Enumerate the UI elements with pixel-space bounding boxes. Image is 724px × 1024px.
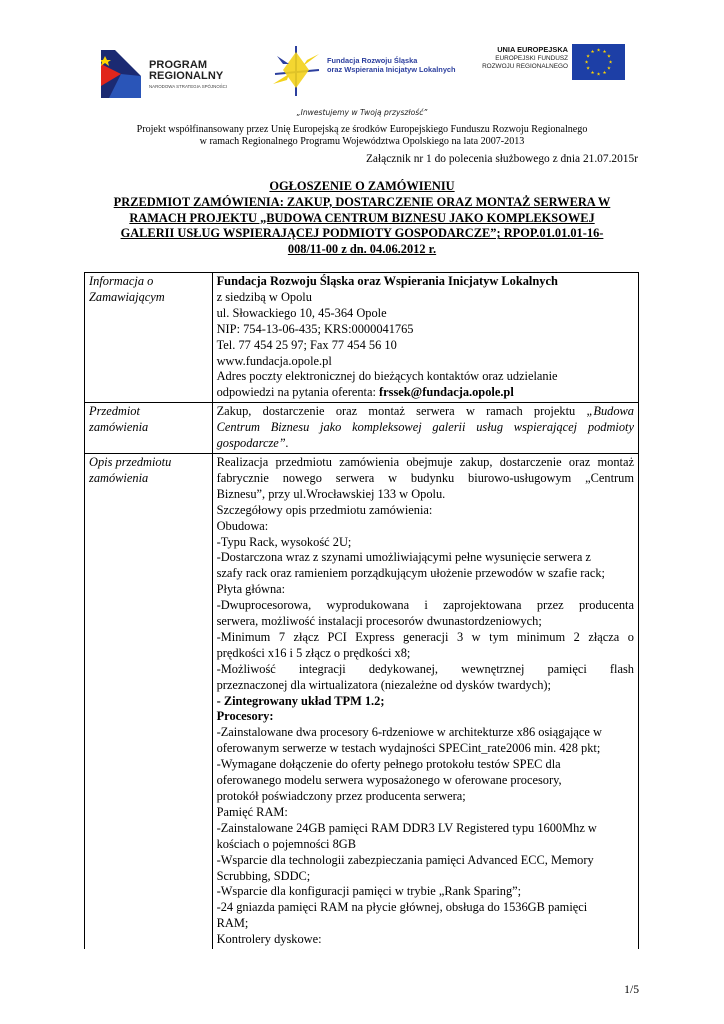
annex-note: Załącznik nr 1 do polecenia służbowego z dnia 21.07.2015r xyxy=(365,153,638,165)
notice-subject-line: PRZEDMIOT ZAMÓWIENIA: ZAKUP, DOSTARCZENIE ORAZ MONTAŻ SERWERA W xyxy=(113,194,611,209)
description-line: szafy rack oraz ramieniem porządkującym ułożenie przewodów w szafie rack; xyxy=(216,566,606,581)
description-line: Scrubbing, SDDC; xyxy=(216,868,311,883)
description-line: RAM; xyxy=(216,916,249,931)
row-label-line: Zamawiającym xyxy=(89,289,165,304)
svg-text:★: ★ xyxy=(606,66,611,72)
description-line: Pamięć RAM: xyxy=(216,804,288,819)
cofinancing-line: w ramach Regionalnego Programu Województwa Opolskiego na lata 2007-2013 xyxy=(199,136,525,147)
description-line: -Dostarczona wraz z szynami umożliwiającymi pełne wysunięcie serwera z xyxy=(216,550,591,565)
description-line: -Możliwość integracji dedykowanej, wewnętrznej pamięci flash xyxy=(216,661,634,676)
description-line: kościach o pojemności 8GB xyxy=(216,836,356,851)
description-line: -Typu Rack, wysokość 2U; xyxy=(216,534,352,549)
notice-heading xyxy=(86,179,638,258)
subject-prefix: Zakup, dostarczenie oraz montaż serwera w ramach projektu xyxy=(216,404,587,419)
row-label-line: zamówienia xyxy=(89,470,149,485)
svg-text:★: ★ xyxy=(584,60,589,66)
row-label-line: Informacja o xyxy=(89,274,154,288)
description-line: -Wsparcie dla technologii zabezpieczania pamięci Advanced ECC, Memory xyxy=(216,852,594,867)
logo-line: Fundacja Rozwoju Śląska xyxy=(327,56,418,65)
description-line: prędkości x16 i 5 złącz o prędkości x8; xyxy=(216,645,411,660)
logo-line: oraz Wspierania Inicjatyw Lokalnych xyxy=(327,65,456,74)
description-line: Obudowa: xyxy=(216,518,269,533)
row-value xyxy=(212,273,638,403)
description-line: -Zainstalowane 24GB pamięci RAM DDR3 LV Registered typu 1600Mhz w xyxy=(216,820,597,835)
program-regionalny-emblem-icon xyxy=(101,46,147,98)
description-line: Szczegółowy opis przedmiotu zamówienia: xyxy=(216,502,433,517)
order-info-table xyxy=(84,272,639,949)
orderer-line: z siedzibą w Opolu xyxy=(216,289,312,304)
logo-line: EUROPEJSKI FUNDUSZ xyxy=(495,54,568,62)
subject-line xyxy=(217,404,634,420)
logo-line: ROZWOJU REGIONALNEGO xyxy=(482,63,568,71)
row-value xyxy=(212,403,638,454)
orderer-address: ul. Słowackiego 10, 45-364 Opole xyxy=(216,305,387,320)
row-label-line: Opis przedmiotu xyxy=(89,454,172,469)
fundacja-emblem-icon xyxy=(269,44,323,98)
svg-text:★: ★ xyxy=(586,54,591,60)
logo-line: REGIONALNY xyxy=(149,70,224,82)
description-line: -Minimum 7 złącz PCI Express generacji 3 w tym minimum 2 złącza o xyxy=(216,629,634,644)
eu-logo xyxy=(479,44,625,80)
row-label xyxy=(85,273,213,403)
svg-text:★: ★ xyxy=(606,54,611,60)
description-line: -Zainstalowane dwa procesory 6-rdzeniowe w architekturze x86 osiągające w xyxy=(216,725,602,740)
description-line: - Zintegrowany układ TPM 1.2; xyxy=(216,693,385,708)
description-line: Biznesu”, przy ul.Wrocławskiej 133 w Opolu. xyxy=(216,486,446,501)
cofinancing-note xyxy=(0,124,724,148)
logo-line: NARODOWA STRATEGIA SPÓJNOŚCI xyxy=(149,84,228,89)
notice-title: OGŁOSZENIE O ZAMÓWIENIU xyxy=(269,179,455,193)
description-line: fabrycznie nowego serwera w budynku biurowo-usługowym „Centrum xyxy=(216,470,634,485)
table-row xyxy=(85,273,639,403)
description-cell xyxy=(212,453,638,949)
orderer-tax-ids: NIP: 754-13-06-435; KRS:0000041765 xyxy=(216,321,414,336)
contact-prefix: odpowiedzi na pytania oferenta: xyxy=(216,385,380,400)
description-line: Realizacja przedmiotu zamówienia obejmuje zakup, dostarczenie oraz montaż xyxy=(216,454,634,469)
description-line: -Wsparcie dla konfiguracji pamięci w trybie „Rank Sparing”; xyxy=(216,884,522,899)
page-number: 1/5 xyxy=(624,983,639,996)
description-line: -24 gniazda pamięci RAM na płycie głównej, obsługa do 1536GB pamięci xyxy=(216,900,588,915)
logo-line: PROGRAM xyxy=(149,59,208,71)
notice-subject-line: GALERII USŁUG WSPIERAJĄCEJ PODMIOTY GOSPODARCZE”; RPOP.01.01.01-16- xyxy=(120,226,604,241)
program-regionalny-logo xyxy=(101,46,241,102)
contact-line xyxy=(217,385,634,401)
motto: „Inwestujemy w Twoją przyszłość” xyxy=(296,108,428,117)
subject-line xyxy=(217,420,634,436)
orderer-website: www.fundacja.opole.pl xyxy=(216,353,332,368)
description-line: oferowanym serwerze w testach wydajności SPECint_rate2006 min. 428 pkt; xyxy=(216,741,601,756)
row-label-line: Przedmiot xyxy=(89,404,140,419)
fundacja-logo xyxy=(269,44,469,100)
description-line: protokół poświadczony przez producenta serwera; xyxy=(216,789,466,803)
table-row xyxy=(85,453,639,949)
contact-line: Adres poczty elektronicznej do bieżących kontaktów oraz udzielanie xyxy=(216,369,558,384)
notice-subject-line: 008/11-00 z dn. 04.06.2012 r. xyxy=(287,242,437,257)
svg-text:★: ★ xyxy=(602,71,607,76)
project-name: gospodarcze”. xyxy=(216,436,289,451)
description-line: oferowanego modelu serwera wyposażonego w oferowane procesory, xyxy=(216,773,562,788)
svg-text:★: ★ xyxy=(590,50,595,56)
project-name: „Budowa xyxy=(586,404,634,419)
table-row xyxy=(85,403,639,454)
svg-text:★: ★ xyxy=(586,66,591,72)
description-line: serwera, możliwość instalacji procesorów dwunastordzeniowych; xyxy=(216,614,542,629)
orderer-name: Fundacja Rozwoju Śląska oraz Wspierania Inicjatyw Lokalnych xyxy=(216,274,558,288)
svg-text:★: ★ xyxy=(602,50,607,56)
project-name: Centrum Biznesu jako kompleksowej galerii usług wspierającej podmioty xyxy=(216,420,634,435)
orderer-phone: Tel. 77 454 25 97; Fax 77 454 56 10 xyxy=(216,337,397,352)
cofinancing-line: Projekt współfinansowany przez Unię Europejską ze środków Europejskiego Funduszu Rozwoju Regionalnego xyxy=(136,124,588,135)
contact-email: frssek@fundacja.opole.pl xyxy=(379,385,514,400)
description-line: -Wymagane dołączenie do oferty pełnego protokołu testów SPEC dla xyxy=(216,757,561,772)
logo-line: UNIA EUROPEJSKA xyxy=(497,45,568,54)
row-label-line: zamówienia xyxy=(89,420,149,435)
row-label xyxy=(85,453,213,949)
subject-line xyxy=(217,436,634,452)
svg-text:★: ★ xyxy=(596,72,601,78)
svg-text:★: ★ xyxy=(590,71,595,76)
svg-text:★: ★ xyxy=(596,48,601,54)
description-line: Kontrolery dyskowe: xyxy=(216,932,322,947)
row-label xyxy=(85,403,213,454)
svg-text:★: ★ xyxy=(608,60,613,66)
description-line: Procesory: xyxy=(216,709,274,724)
eu-flag-icon xyxy=(572,44,625,80)
description-line: przeznaczonej dla wirtualizatora (niezależne od dysków twardych); xyxy=(216,677,551,692)
description-line: -Dwuprocesorowa, wyprodukowana i zaprojektowana przez producenta xyxy=(216,598,634,613)
notice-subject-line: RAMACH PROJEKTU „BUDOWA CENTRUM BIZNESU JAKO KOMPLEKSOWEJ xyxy=(129,210,595,225)
description-line: Płyta główna: xyxy=(216,582,286,597)
